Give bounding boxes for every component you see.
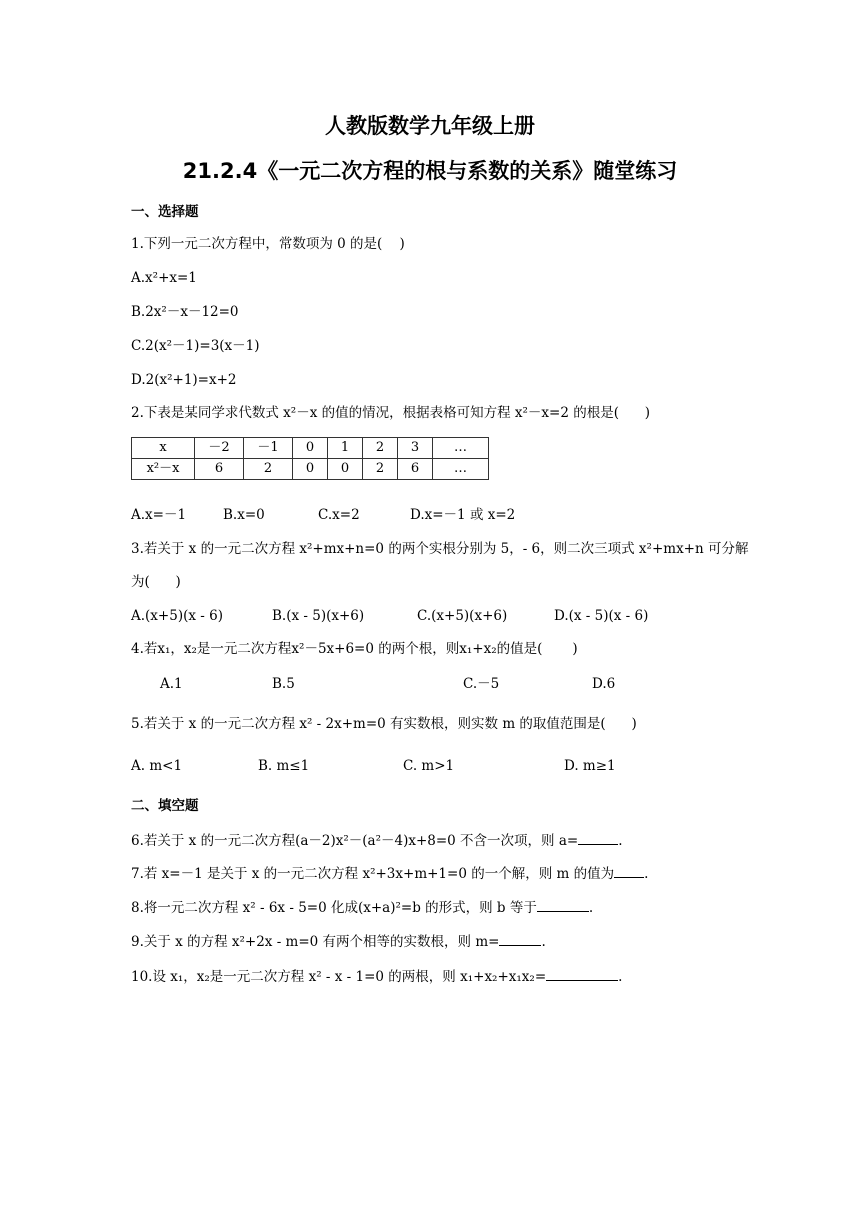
question-1-stem: 1.下列一元二次方程中，常数项为 0 的是( ) — [131, 236, 405, 252]
question-2-option-b: B.x=0 — [223, 507, 265, 523]
question-3-option-b: B.(x - 5)(x+6) — [272, 608, 365, 624]
question-7-text: 7.若 x=－1 是关于 x 的一元二次方程 x²+3x+m+1=0 的一个解，则 m 的值为 — [131, 866, 615, 882]
question-8 — [131, 897, 593, 918]
table-cell: … — [433, 459, 489, 480]
table-cell: 1 — [328, 438, 363, 459]
answer-blank — [499, 931, 541, 946]
table-row — [132, 459, 489, 480]
question-7-end: . — [644, 866, 649, 882]
question-4-option-d: D.6 — [592, 676, 616, 692]
question-4-option-a: A.1 — [160, 676, 183, 692]
table-row — [132, 438, 489, 459]
question-1-option-d: D.2(x²+1)=x+2 — [131, 372, 237, 388]
question-10-end: . — [618, 969, 623, 985]
question-3-stem: 3.若关于 x 的一元二次方程 x²+mx+n=0 的两个实根分别为 5，- 6，则二次三项式 x²+mx+n 可分解 — [131, 541, 749, 557]
question-8-text: 8.将一元二次方程 x² - 6x - 5=0 化成(x+a)²=b 的形式，则 b 等于 — [131, 900, 537, 916]
document-title: 人教版数学九年级上册 — [325, 114, 535, 138]
question-2-option-a: A.x=－1 — [131, 507, 187, 523]
question-2-option-d: D.x=－1 或 x=2 — [410, 507, 516, 523]
section-heading-choice: 一、选择题 — [131, 204, 199, 220]
table-cell: 0 — [328, 459, 363, 480]
question-3-option-d: D.(x - 5)(x - 6) — [554, 608, 649, 624]
answer-blank — [614, 863, 644, 878]
question-5-option-b: B. m≤1 — [258, 758, 310, 774]
table-cell: 0 — [293, 459, 328, 480]
question-10 — [131, 966, 622, 987]
question-1-option-a: A.x²+x=1 — [131, 270, 197, 286]
question-2-option-c: C.x=2 — [318, 507, 360, 523]
question-8-end: . — [588, 900, 594, 916]
question-4-option-c: C.－5 — [463, 676, 500, 692]
table-cell: 6 — [195, 459, 244, 480]
question-3-stem-continued: 为( ) — [131, 574, 181, 590]
table-cell: 0 — [293, 438, 328, 459]
table-cell: x — [132, 438, 195, 459]
answer-blank — [578, 830, 618, 845]
question-5-option-c: C. m>1 — [403, 758, 455, 774]
table-cell: 3 — [398, 438, 433, 459]
question-1-option-c: C.2(x²－1)=3(x－1) — [131, 338, 260, 354]
section-heading-fill-blank: 二、填空题 — [131, 798, 199, 814]
question-9 — [131, 931, 546, 952]
table-cell: －2 — [195, 438, 244, 459]
question-4-stem: 4.若x₁，x₂是一元二次方程x²－5x+6=0 的两个根，则x₁+x₂的值是( ) — [131, 641, 578, 657]
question-6-end: . — [618, 833, 623, 849]
table-cell: －1 — [244, 438, 293, 459]
table-cell: 2 — [244, 459, 293, 480]
answer-blank — [546, 966, 618, 981]
answer-blank — [537, 897, 589, 912]
question-6 — [131, 830, 623, 851]
question-10-text: 10.设 x₁，x₂是一元二次方程 x² - x - 1=0 的两根，则 x₁+x₂+x₁x₂= — [131, 969, 547, 985]
question-2-stem: 2.下表是某同学求代数式 x²－x 的值的情况，根据表格可知方程 x²－x=2 的根是( ) — [131, 405, 651, 421]
question-7 — [131, 863, 648, 884]
document-subtitle: 21.2.4《一元二次方程的根与系数的关系》随堂练习 — [182, 159, 678, 183]
question-6-text: 6.若关于 x 的一元二次方程(a－2)x²－(a²－4)x+8=0 不含一次项，则 a= — [131, 833, 579, 849]
question-9-text: 9.关于 x 的方程 x²+2x - m=0 有两个相等的实数根，则 m= — [131, 934, 500, 950]
question-3-option-c: C.(x+5)(x+6) — [417, 608, 508, 624]
question-4-option-b: B.5 — [272, 676, 295, 692]
table-cell: 2 — [363, 459, 398, 480]
question-9-end: . — [541, 934, 546, 950]
table-cell: x²－x — [132, 459, 195, 480]
question-3-option-a: A.(x+5)(x - 6) — [131, 608, 223, 624]
table-cell: … — [433, 438, 489, 459]
question-5-stem: 5.若关于 x 的一元二次方程 x² - 2x+m=0 有实数根，则实数 m 的取值范围是( ) — [131, 716, 637, 732]
question-1-option-b: B.2x²－x－12=0 — [131, 304, 239, 320]
value-table — [131, 437, 489, 480]
table-cell: 2 — [363, 438, 398, 459]
question-5-option-d: D. m≥1 — [564, 758, 616, 774]
table-cell: 6 — [398, 459, 433, 480]
question-5-option-a: A. m<1 — [131, 758, 183, 774]
